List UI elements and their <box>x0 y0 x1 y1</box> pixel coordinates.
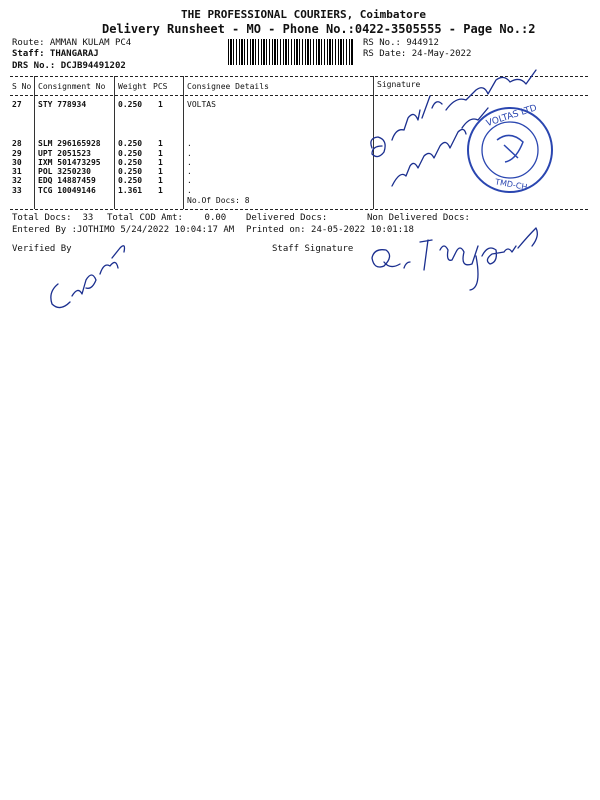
total-docs: Total Docs: 33 <box>12 213 94 223</box>
row-pcs: 1 <box>158 158 163 167</box>
barcode-image <box>228 39 353 65</box>
table-header-rule <box>10 95 588 96</box>
row-weight: 0.250 <box>118 176 143 185</box>
route-label: Route: AMMAN KULAM PC4 <box>12 38 132 48</box>
staff-signature-image <box>372 228 537 290</box>
row-pcs: 1 <box>158 167 163 176</box>
row-weight: 0.250 <box>118 139 143 148</box>
row-consignment: STY 778934 <box>38 100 87 109</box>
staff-signature-label: Staff Signature <box>272 244 354 254</box>
row-pcs: 1 <box>158 149 163 158</box>
verified-by-label: Verified By <box>12 244 72 254</box>
entered-by: Entered By :JOTHIMO 5/24/2022 10:04:17 AM <box>12 225 235 235</box>
rs-number: RS No.: 944912 <box>363 38 439 48</box>
row-consignment: TCG 10049146 <box>38 186 96 195</box>
row-weight: 0.250 <box>118 167 143 176</box>
delivered-docs: Delivered Docs: <box>246 213 328 223</box>
row-consignee: . <box>187 139 192 148</box>
row-pcs: 1 <box>158 186 163 195</box>
row-consignee: . <box>187 149 192 158</box>
row-consignment: IXM 501473295 <box>38 158 101 167</box>
no-of-docs: No.Of Docs: 8 <box>187 196 250 205</box>
drs-number: DRS No.: DCJB94491202 <box>12 61 126 71</box>
row-weight: 0.250 <box>118 158 143 167</box>
column-divider <box>183 76 184 209</box>
row-sno: 28 <box>12 139 22 148</box>
printed-on: Printed on: 24-05-2022 10:01:18 <box>246 225 414 235</box>
runsheet-subtitle: Delivery Runsheet - MO - Phone No.:0422-3505555 - Page No.:2 <box>102 22 536 36</box>
svg-text:VOLTAS LTD: VOLTAS LTD <box>485 103 539 130</box>
col-header-weight: Weight <box>118 82 147 91</box>
non-delivered-docs: Non Delivered Docs: <box>367 213 470 223</box>
row-weight: 0.250 <box>118 149 143 158</box>
row-consignee: VOLTAS <box>187 100 216 109</box>
row-sno: 32 <box>12 176 22 185</box>
row-pcs: 1 <box>158 100 163 109</box>
row-pcs: 1 <box>158 176 163 185</box>
row-sno: 27 <box>12 100 22 109</box>
rs-date: RS Date: 24-May-2022 <box>363 49 472 59</box>
row-sno: 29 <box>12 149 22 158</box>
verifier-signature-image <box>51 246 125 308</box>
row-consignment: UPT 2051523 <box>38 149 91 158</box>
staff-label: Staff: THANGARAJ <box>12 49 99 59</box>
row-consignee: . <box>187 176 192 185</box>
svg-text:TMD-CH: TMD-CH <box>494 177 528 192</box>
row-weight: 1.361 <box>118 186 143 195</box>
column-divider <box>373 76 374 209</box>
row-sno: 33 <box>12 186 22 195</box>
col-header-signature: Signature <box>377 80 421 89</box>
row-consignee: . <box>187 158 192 167</box>
row-consignee: . <box>187 186 192 195</box>
row-weight: 0.250 <box>118 100 143 109</box>
col-header-pcs: PCS <box>153 82 168 91</box>
table-bottom-rule <box>10 209 588 210</box>
col-header-sno: S No <box>12 82 32 91</box>
column-divider <box>114 76 115 209</box>
row-sno: 30 <box>12 158 22 167</box>
row-consignment: POL 3250230 <box>38 167 91 176</box>
col-header-consignment: Consignment No <box>38 82 106 91</box>
row-pcs: 1 <box>158 139 163 148</box>
row-consignment: EDQ 14887459 <box>38 176 96 185</box>
total-cod-amount: Total COD Amt: 0.00 <box>107 213 227 223</box>
column-divider <box>34 76 35 209</box>
table-top-rule <box>10 76 588 77</box>
company-title: THE PROFESSIONAL COURIERS, Coimbatore <box>181 8 427 21</box>
row-consignment: SLM 296165928 <box>38 139 101 148</box>
col-header-consignee: Consignee Details <box>187 82 269 91</box>
row-sno: 31 <box>12 167 22 176</box>
row-consignee: . <box>187 167 192 176</box>
company-stamp-image <box>468 103 552 192</box>
